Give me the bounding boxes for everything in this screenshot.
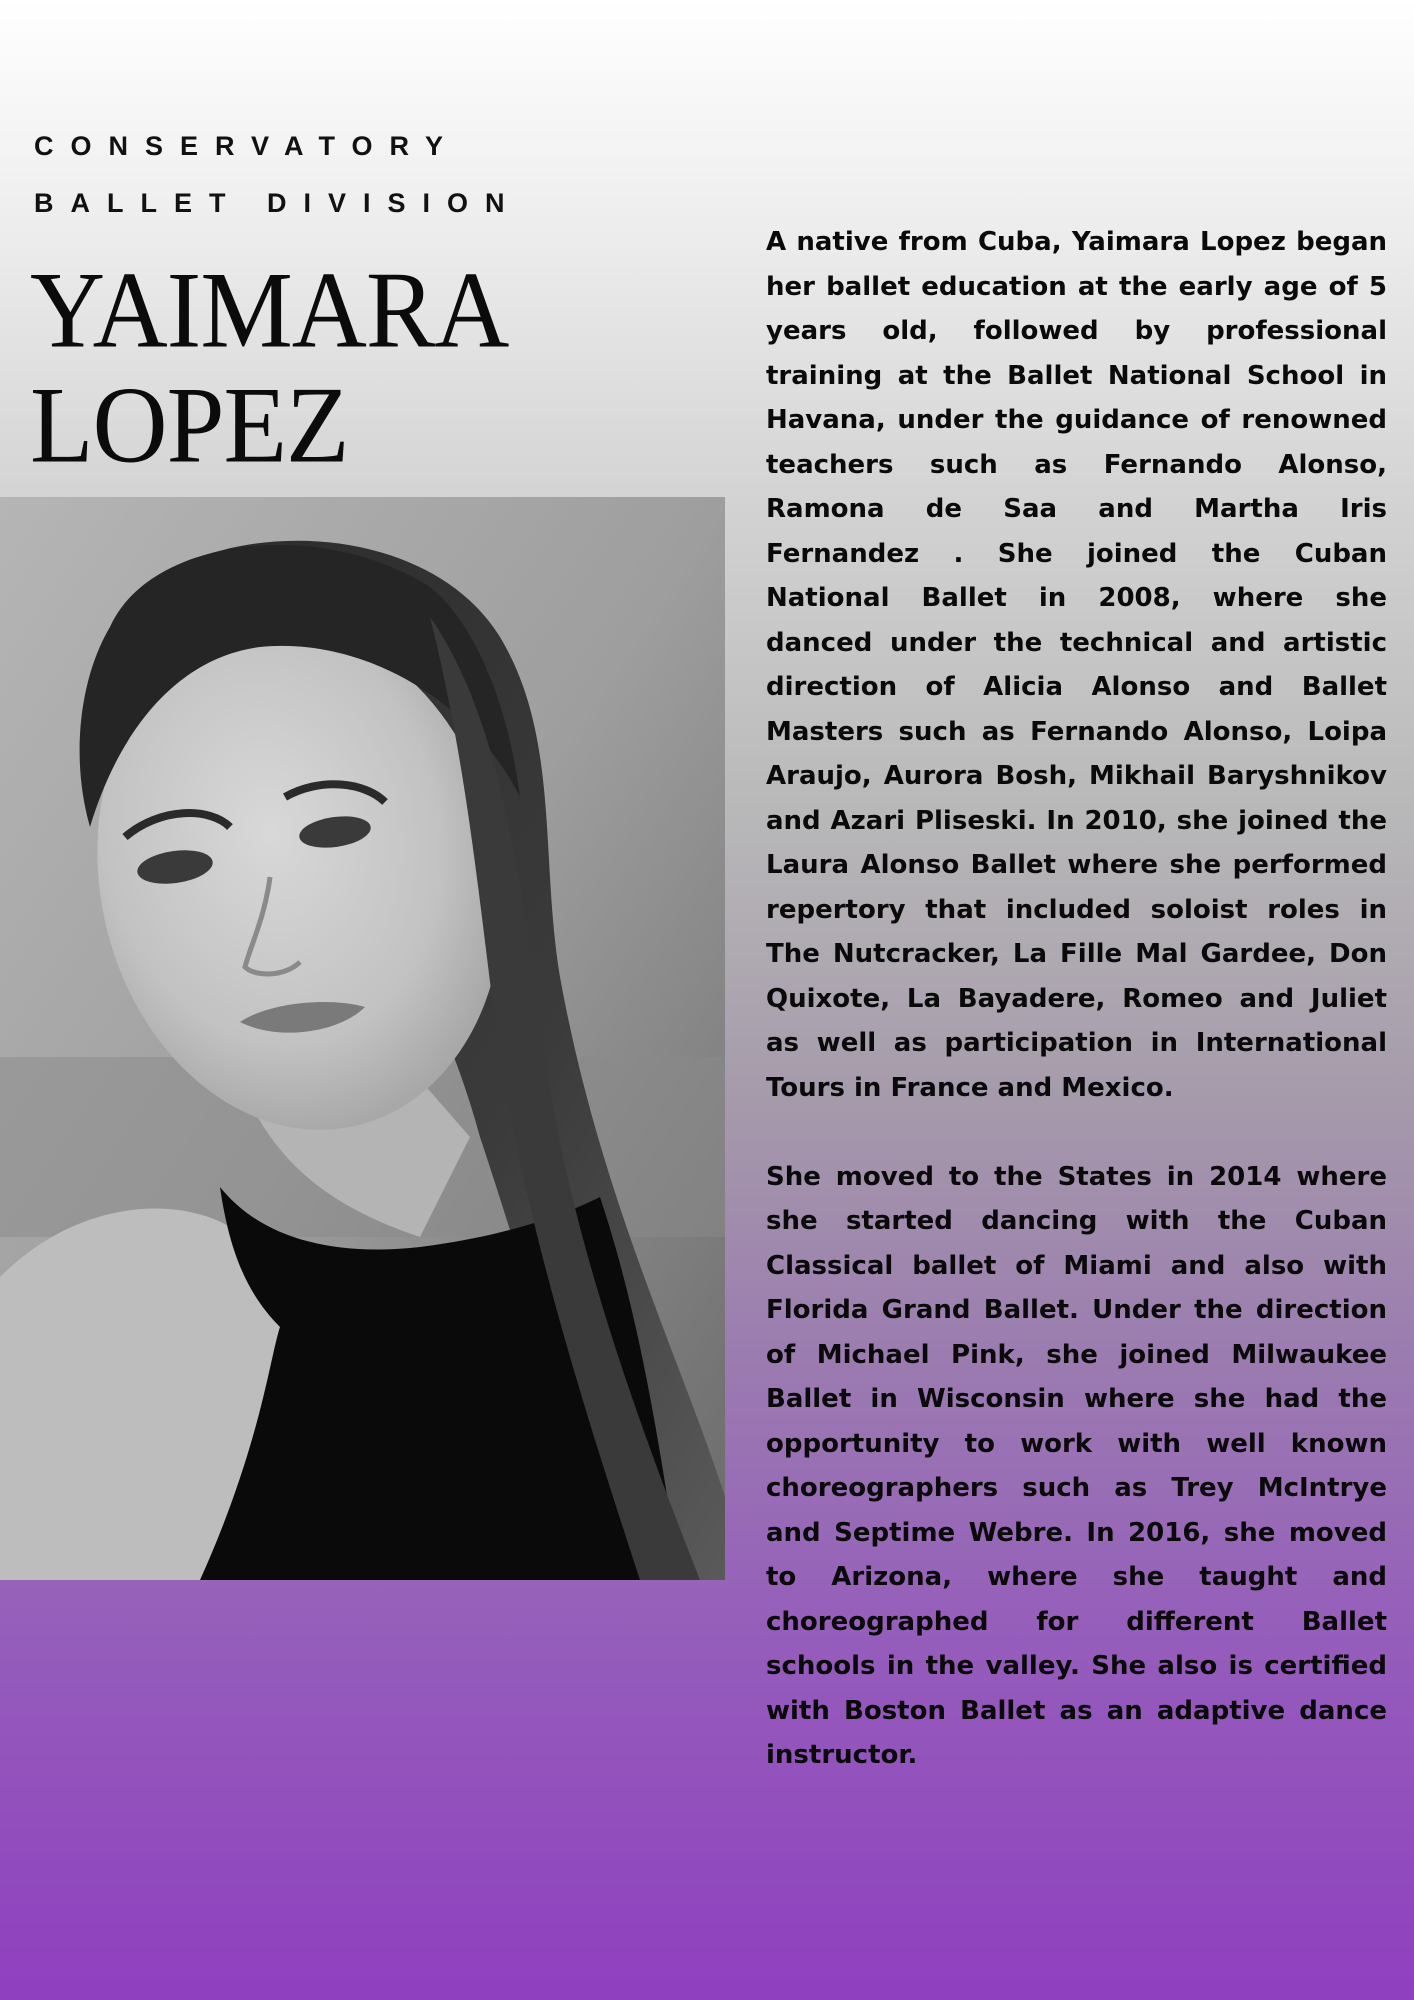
ballet-division-heading: BALLET DIVISION: [34, 188, 522, 218]
bio-paragraph-2: She moved to the States in 2014 where she started dancing with the Cuban Classical ballet of Miami and also with Florida Grand Ballet. Under the direction of Michael Pink, she joined Milwaukee Ballet in Wisconsin where she had the opportunity to work with well known choreographers such as Trey McIntrye and Septime Webre. In 2016, she moved to Arizona, where she taught and choreographed for different Ballet schools in the valley. She also is certified with Boston Ballet as an adaptive dance instructor.: [766, 1161, 1387, 1770]
last-name-title: LOPEZ: [30, 364, 349, 486]
conservatory-heading: CONSERVATORY: [34, 131, 461, 161]
first-name-title: YAIMARA: [30, 249, 509, 371]
biography: [766, 220, 1387, 1778]
portrait-photo-icon: [0, 497, 725, 1580]
bio-paragraph-1: A native from Cuba, Yaimara Lopez began her ballet education at the early age of 5 years old, followed by professional training at the Ballet National School in Havana, under the guidance of renowned teachers such as Fernando Alonso, Ramona de Saa and Martha Iris Fernandez . She joined the Cuban National Ballet in 2008, where she danced under the technical and artistic direction of Alicia Alonso and Ballet Masters such as Fernando Alonso, Loipa Araujo, Aurora Bosh, Mikhail Baryshnikov and Azari Pliseski. In 2010, she joined the Laura Alonso Ballet where she performed repertory that included soloist roles in The Nutcracker, La Fille Mal Gardee, Don Quixote, La Bayadere, Romeo and Juliet as well as participation in International Tours in France and Mexico.: [766, 227, 1387, 1103]
portrait-photo: [0, 497, 725, 1580]
